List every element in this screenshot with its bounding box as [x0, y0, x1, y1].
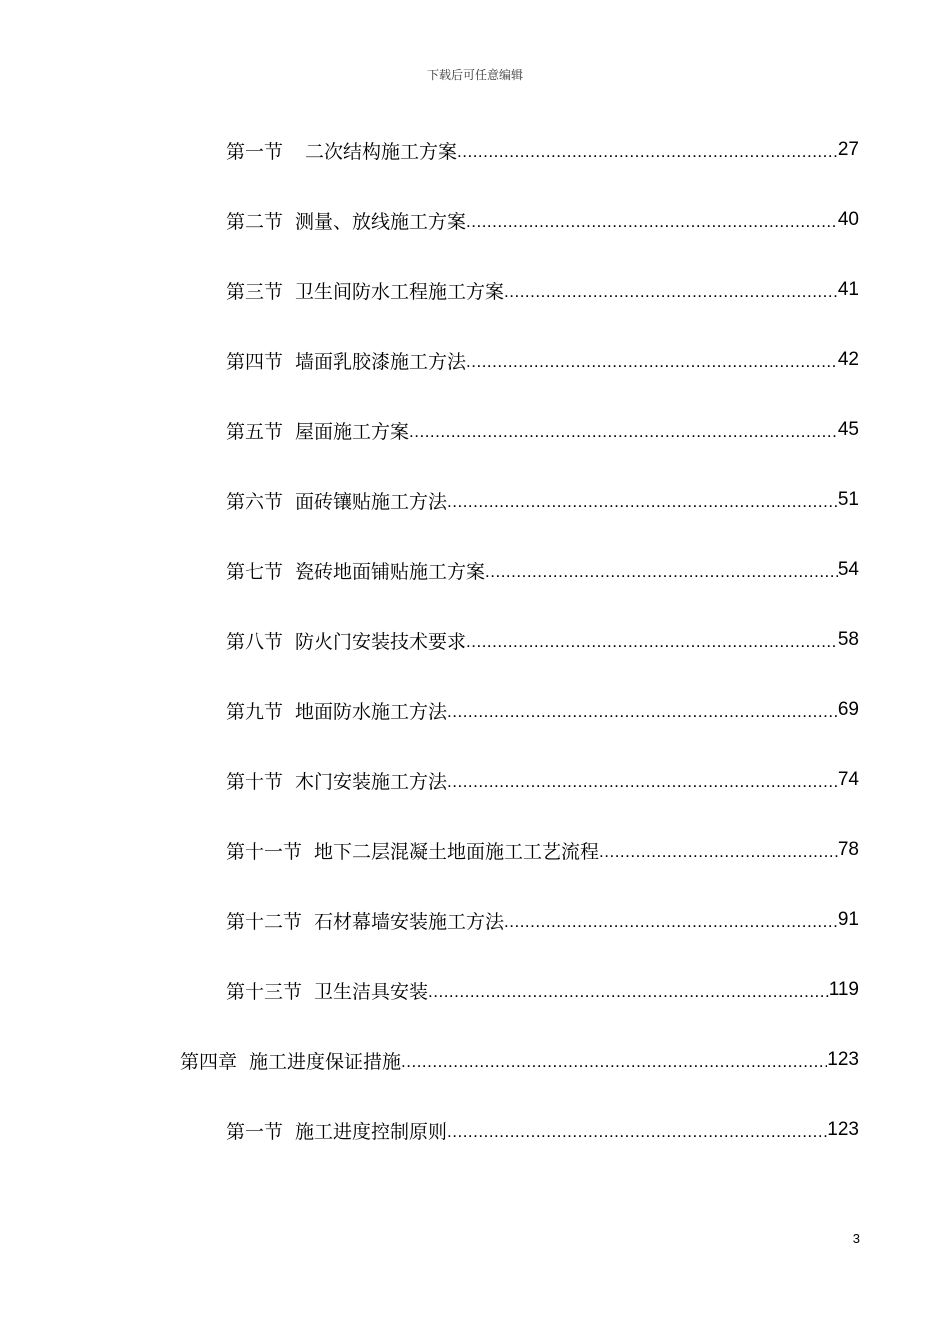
toc-entry-title: 防火门安装技术要求 [295, 630, 467, 653]
toc-chapter-entry[interactable] [180, 1042, 859, 1078]
toc-entry[interactable] [226, 202, 859, 238]
toc-entry-page: 40 [837, 209, 859, 230]
toc-entry-page: 91 [837, 909, 859, 930]
toc-entry-number: 第三节 [226, 280, 284, 303]
toc-entry[interactable] [226, 762, 859, 798]
toc-leader-dots [466, 208, 838, 232]
page-number: 3 [852, 1231, 860, 1246]
toc-entry-page: 123 [827, 1049, 859, 1070]
toc-entry-number: 第七节 [226, 560, 284, 583]
toc-entry-title: 施工进度控制原则 [295, 1120, 448, 1143]
toc-entry-title: 木门安装施工方法 [295, 770, 448, 793]
toc-entry-number: 第八节 [226, 630, 284, 653]
toc-leader-dots [447, 1118, 827, 1142]
toc-entry-number: 第十二节 [226, 910, 303, 933]
toc-leader-dots [457, 138, 838, 162]
toc-entry[interactable] [226, 552, 859, 588]
toc-entry-page: 69 [837, 699, 859, 720]
toc-entry-number: 第一节 [226, 140, 284, 163]
toc-entry-number: 第九节 [226, 700, 284, 723]
toc-entry-page: 58 [837, 629, 859, 650]
toc-leader-dots [447, 488, 838, 512]
toc-entry-title: 瓷砖地面铺贴施工方案 [295, 560, 486, 583]
toc-entry-number: 第十三节 [226, 980, 303, 1003]
toc-entry-number: 第六节 [226, 490, 284, 513]
page-header: 下载后可任意编辑 [426, 68, 523, 82]
toc-entry-title: 屋面施工方案 [295, 420, 410, 443]
toc-entry-title: 墙面乳胶漆施工方法 [295, 350, 467, 373]
toc-entry[interactable] [226, 342, 859, 378]
toc-entry-number: 第五节 [226, 420, 284, 443]
toc-entry-title: 二次结构施工方案 [305, 140, 458, 163]
toc-entry-title: 卫生洁具安装 [314, 980, 429, 1003]
toc-entry[interactable] [226, 1112, 859, 1148]
toc-entry[interactable] [226, 272, 859, 308]
toc-entry-title: 地下二层混凝土地面施工工艺流程 [314, 840, 600, 863]
toc-entry-title: 测量、放线施工方案 [295, 210, 467, 233]
toc-entry-page: 54 [837, 559, 859, 580]
toc-entry-title: 面砖镶贴施工方法 [295, 490, 448, 513]
toc-entry[interactable] [226, 622, 859, 658]
toc-entry-number: 第一节 [226, 1120, 284, 1143]
toc-leader-dots [485, 558, 838, 582]
toc-entry-number: 第十一节 [226, 840, 303, 863]
toc-entry-number: 第四节 [226, 350, 284, 373]
toc-entry-page: 119 [828, 979, 859, 1000]
toc-entry-page: 123 [827, 1119, 859, 1140]
toc-entry[interactable] [226, 692, 859, 728]
toc-entry[interactable] [226, 902, 859, 938]
toc-leader-dots [447, 698, 838, 722]
toc-entry-number: 第二节 [226, 210, 284, 233]
toc-entry[interactable] [226, 132, 859, 168]
toc-entry-page: 74 [837, 769, 859, 790]
toc-leader-dots [466, 348, 838, 372]
toc-leader-dots [466, 628, 838, 652]
toc-entry-page: 51 [837, 489, 859, 510]
toc-entry-title: 卫生间防水工程施工方案 [295, 280, 505, 303]
toc-entry-page: 27 [837, 139, 859, 160]
toc-entry-page: 78 [837, 839, 859, 860]
toc-leader-dots [447, 768, 838, 792]
toc-entry-page: 41 [837, 279, 859, 300]
toc-leader-dots [504, 908, 838, 932]
toc-entry-page: 42 [837, 349, 859, 370]
toc-leader-dots [409, 418, 838, 442]
toc-entry-title: 施工进度保证措施 [249, 1050, 402, 1073]
toc-entry-title: 石材幕墙安装施工方法 [314, 910, 505, 933]
toc-entry-number: 第十节 [226, 770, 284, 793]
toc-leader-dots [401, 1048, 827, 1072]
toc-entry[interactable] [226, 832, 859, 868]
toc-leader-dots [599, 838, 838, 862]
toc-entry-page: 45 [837, 419, 859, 440]
toc-entry-number: 第四章 [180, 1050, 238, 1073]
toc-entry[interactable] [226, 412, 859, 448]
toc-entry-title: 地面防水施工方法 [295, 700, 448, 723]
toc-leader-dots [428, 978, 829, 1002]
toc-leader-dots [504, 278, 838, 302]
toc-entry[interactable] [226, 482, 859, 518]
toc-entry[interactable] [226, 972, 859, 1008]
